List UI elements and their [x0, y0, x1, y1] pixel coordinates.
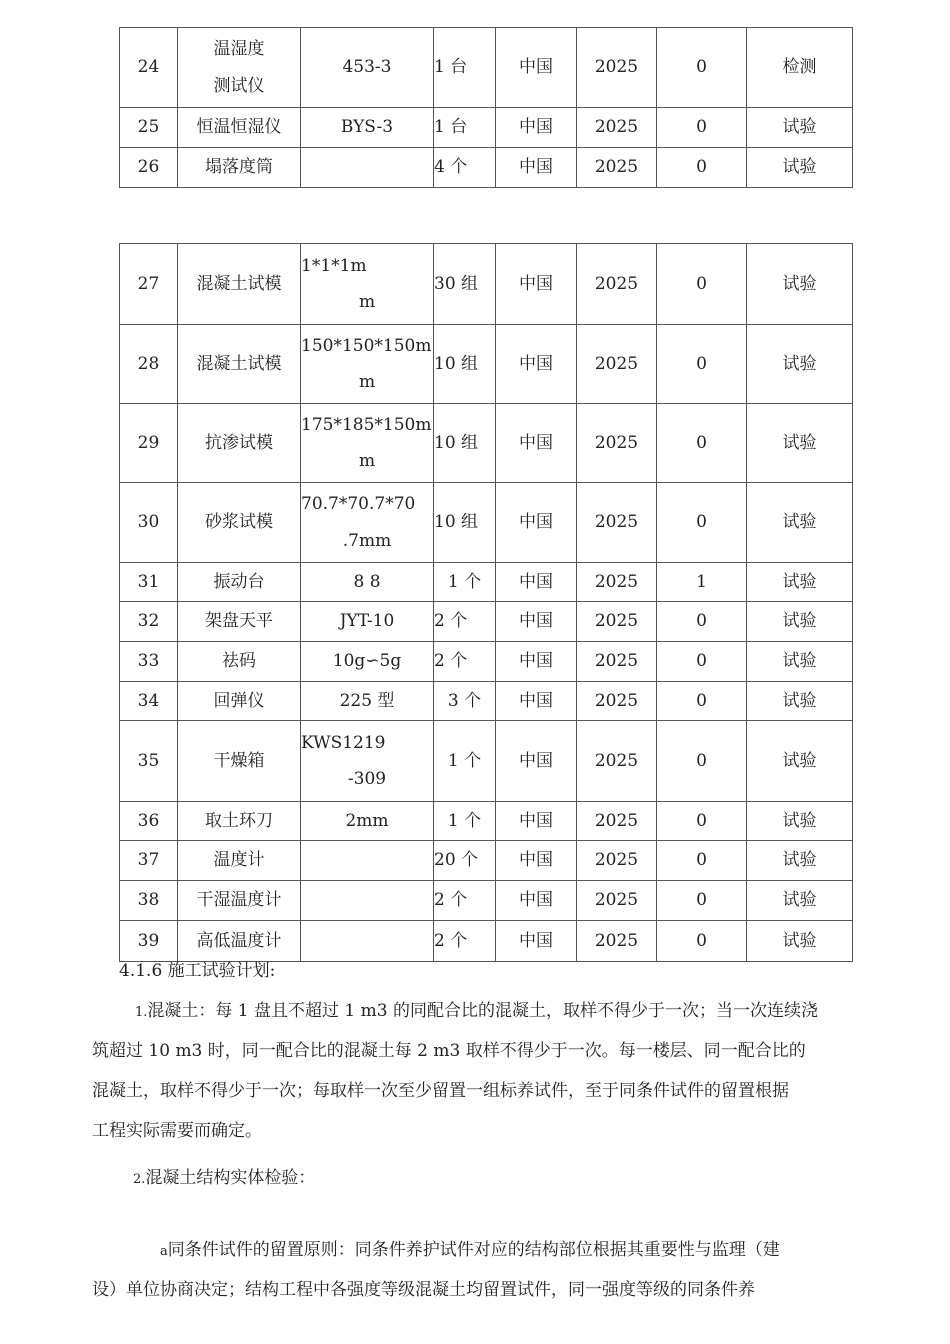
table-row [120, 244, 853, 325]
cell-number: 29 [120, 404, 178, 483]
cell-number: 37 [120, 841, 178, 881]
cell-usage: 试验 [747, 404, 853, 483]
cell-value: 0 [657, 244, 747, 325]
cell-model-line: 175*185*150m [301, 414, 432, 435]
cell-value: 0 [657, 642, 747, 682]
cell-origin: 中国 [496, 802, 577, 841]
cell-quantity: 2 个 [434, 642, 496, 682]
cell-year: 2025 [577, 483, 657, 563]
paragraph-1-text: 混凝土：每 1 盘且不超过 1 m3 的同配合比的混凝土，取样不得少于一次；当一次连续浇 [147, 1001, 818, 1021]
cell-value: 0 [657, 881, 747, 921]
cell-model-line: m [358, 451, 376, 471]
paragraph-2 [133, 1158, 315, 1200]
cell-equipment-name-line: 测试仪 [213, 75, 265, 96]
cell-quantity: 2 个 [434, 881, 496, 921]
paragraph-2-number: 2. [133, 1172, 146, 1187]
cell-year: 2025 [577, 841, 657, 881]
cell-model-line: .7mm [342, 530, 392, 551]
cell-model: 10g∽5g [301, 642, 434, 682]
cell-model-line: m [358, 292, 376, 312]
table-row [120, 841, 853, 881]
cell-origin: 中国 [496, 28, 577, 108]
cell-equipment-name: 塌落度筒 [178, 148, 301, 188]
table-row [120, 602, 853, 642]
cell-equipment-name: 干湿温度计 [178, 881, 301, 921]
cell-origin: 中国 [496, 244, 577, 325]
cell-origin: 中国 [496, 563, 577, 602]
cell-model [301, 483, 434, 563]
cell-number: 27 [120, 244, 178, 325]
paragraph-1-line-2: 筑超过 10 m3 时，同一配合比的混凝土每 2 m3 取样不得少于一次。每一楼层、同一配合比的 [92, 1041, 806, 1061]
cell-model-line: 70.7*70.7*70 [301, 494, 416, 515]
cell-origin: 中国 [496, 682, 577, 721]
cell-usage: 试验 [747, 921, 853, 962]
table-row [120, 642, 853, 682]
cell-quantity: 1 个 [434, 721, 496, 802]
paragraph-a-line-2: 设）单位协商决定；结构工程中各强度等级混凝土均留置试件，同一强度等级的同条件养 [92, 1280, 755, 1300]
cell-year: 2025 [577, 108, 657, 148]
cell-number: 36 [120, 802, 178, 841]
cell-model [301, 244, 434, 325]
cell-equipment-name: 混凝土试模 [178, 244, 301, 325]
cell-quantity: 3 个 [434, 682, 496, 721]
cell-year: 2025 [577, 244, 657, 325]
cell-model [301, 325, 434, 404]
paragraph-a-text: 同条件试件的留置原则：同条件养护试件对应的结构部位根据其重要性与监理（建 [167, 1240, 780, 1260]
cell-usage: 试验 [747, 841, 853, 881]
cell-value: 0 [657, 325, 747, 404]
cell-year: 2025 [577, 602, 657, 642]
paragraph-1-number: 1. [135, 1005, 148, 1020]
cell-value: 0 [657, 682, 747, 721]
cell-value: 1 [657, 563, 747, 602]
table-row [120, 108, 853, 148]
cell-equipment-name: 高低温度计 [178, 921, 301, 962]
cell-origin: 中国 [496, 404, 577, 483]
cell-origin: 中国 [496, 881, 577, 921]
cell-equipment-name: 取土环刀 [178, 802, 301, 841]
paragraph-a-number: a [160, 1244, 168, 1259]
cell-origin: 中国 [496, 108, 577, 148]
cell-model: 8 8 [301, 563, 434, 602]
cell-usage: 试验 [747, 802, 853, 841]
cell-equipment-name: 振动台 [178, 563, 301, 602]
section-heading: 4.1.6 施工试验计划: [119, 961, 276, 981]
cell-number: 24 [120, 28, 178, 108]
cell-usage: 试验 [747, 602, 853, 642]
table-row [120, 802, 853, 841]
cell-origin: 中国 [496, 921, 577, 962]
cell-model [301, 404, 434, 483]
cell-quantity: 4 个 [434, 148, 496, 188]
cell-model: JYT-10 [301, 602, 434, 642]
cell-origin: 中国 [496, 483, 577, 563]
cell-model: BYS-3 [301, 108, 434, 148]
cell-origin: 中国 [496, 642, 577, 682]
cell-equipment-name: 回弹仪 [178, 682, 301, 721]
cell-year: 2025 [577, 642, 657, 682]
cell-quantity: 1 个 [434, 563, 496, 602]
table-row [120, 483, 853, 563]
cell-usage: 试验 [747, 483, 853, 563]
cell-quantity: 2 个 [434, 921, 496, 962]
cell-number: 33 [120, 642, 178, 682]
cell-usage: 试验 [747, 721, 853, 802]
cell-value: 0 [657, 802, 747, 841]
cell-value: 0 [657, 841, 747, 881]
table-row [120, 325, 853, 404]
cell-origin: 中国 [496, 721, 577, 802]
cell-number: 35 [120, 721, 178, 802]
cell-equipment-name-line: 温湿度 [213, 39, 265, 60]
table-row [120, 404, 853, 483]
cell-model [301, 148, 434, 188]
paragraph-1-line-4: 工程实际需要而确定。 [92, 1121, 262, 1141]
table-row [120, 682, 853, 721]
cell-value: 0 [657, 602, 747, 642]
cell-model [301, 921, 434, 962]
cell-quantity: 1 台 [434, 108, 496, 148]
cell-number: 38 [120, 881, 178, 921]
cell-usage: 检测 [747, 28, 853, 108]
cell-quantity: 10 组 [434, 404, 496, 483]
cell-number: 39 [120, 921, 178, 962]
cell-model [301, 881, 434, 921]
cell-quantity: 10 组 [434, 325, 496, 404]
cell-year: 2025 [577, 721, 657, 802]
cell-origin: 中国 [496, 325, 577, 404]
paragraph-1-line-1 [135, 991, 818, 1033]
cell-usage: 试验 [747, 148, 853, 188]
cell-model: 2mm [301, 802, 434, 841]
cell-number: 32 [120, 602, 178, 642]
cell-year: 2025 [577, 28, 657, 108]
cell-number: 31 [120, 563, 178, 602]
cell-value: 0 [657, 404, 747, 483]
cell-quantity: 1 个 [434, 802, 496, 841]
equipment-table-2 [119, 243, 853, 962]
cell-model-line: 150*150*150m [301, 335, 432, 356]
cell-value: 0 [657, 721, 747, 802]
cell-equipment-name: 抗渗试模 [178, 404, 301, 483]
table-row [120, 881, 853, 921]
cell-quantity: 1 台 [434, 28, 496, 108]
cell-usage: 试验 [747, 682, 853, 721]
cell-year: 2025 [577, 682, 657, 721]
table-row [120, 721, 853, 802]
cell-year: 2025 [577, 802, 657, 841]
cell-number: 30 [120, 483, 178, 563]
cell-year: 2025 [577, 881, 657, 921]
cell-quantity: 10 组 [434, 483, 496, 563]
cell-number: 34 [120, 682, 178, 721]
cell-equipment-name: 恒温恒湿仪 [178, 108, 301, 148]
table-row [120, 148, 853, 188]
cell-value: 0 [657, 28, 747, 108]
table-row [120, 28, 853, 108]
cell-value: 0 [657, 108, 747, 148]
cell-year: 2025 [577, 921, 657, 962]
cell-number: 26 [120, 148, 178, 188]
cell-model-line: 1*1*1m [301, 255, 367, 276]
cell-value: 0 [657, 148, 747, 188]
equipment-table-1 [119, 27, 853, 188]
cell-model: 225 型 [301, 682, 434, 721]
cell-number: 28 [120, 325, 178, 404]
cell-number: 25 [120, 108, 178, 148]
cell-quantity: 30 组 [434, 244, 496, 325]
cell-usage: 试验 [747, 563, 853, 602]
cell-equipment-name [178, 28, 301, 108]
cell-model [301, 841, 434, 881]
cell-equipment-name: 温度计 [178, 841, 301, 881]
cell-equipment-name: 祛码 [178, 642, 301, 682]
cell-year: 2025 [577, 148, 657, 188]
cell-year: 2025 [577, 404, 657, 483]
cell-model-line: KWS1219 [301, 732, 386, 753]
cell-origin: 中国 [496, 841, 577, 881]
cell-value: 0 [657, 921, 747, 962]
paragraph-a-line-1 [160, 1230, 780, 1272]
cell-model [301, 721, 434, 802]
cell-quantity: 2 个 [434, 602, 496, 642]
paragraph-2-text: 混凝土结构实体检验： [145, 1168, 316, 1188]
table-row [120, 563, 853, 602]
cell-equipment-name: 架盘天平 [178, 602, 301, 642]
cell-model-line: m [358, 372, 376, 392]
cell-year: 2025 [577, 325, 657, 404]
cell-value: 0 [657, 483, 747, 563]
cell-equipment-name: 干燥箱 [178, 721, 301, 802]
cell-model: 453-3 [301, 28, 434, 108]
cell-model-line: -309 [347, 769, 387, 789]
cell-usage: 试验 [747, 108, 853, 148]
cell-quantity: 20 个 [434, 841, 496, 881]
cell-year: 2025 [577, 563, 657, 602]
cell-usage: 试验 [747, 881, 853, 921]
cell-origin: 中国 [496, 602, 577, 642]
paragraph-1-line-3: 混凝土，取样不得少于一次；每取样一次至少留置一组标养试件，至于同条件试件的留置根据 [92, 1081, 789, 1101]
cell-usage: 试验 [747, 642, 853, 682]
cell-usage: 试验 [747, 244, 853, 325]
cell-equipment-name: 砂浆试模 [178, 483, 301, 563]
cell-equipment-name: 混凝土试模 [178, 325, 301, 404]
cell-usage: 试验 [747, 325, 853, 404]
cell-origin: 中国 [496, 148, 577, 188]
